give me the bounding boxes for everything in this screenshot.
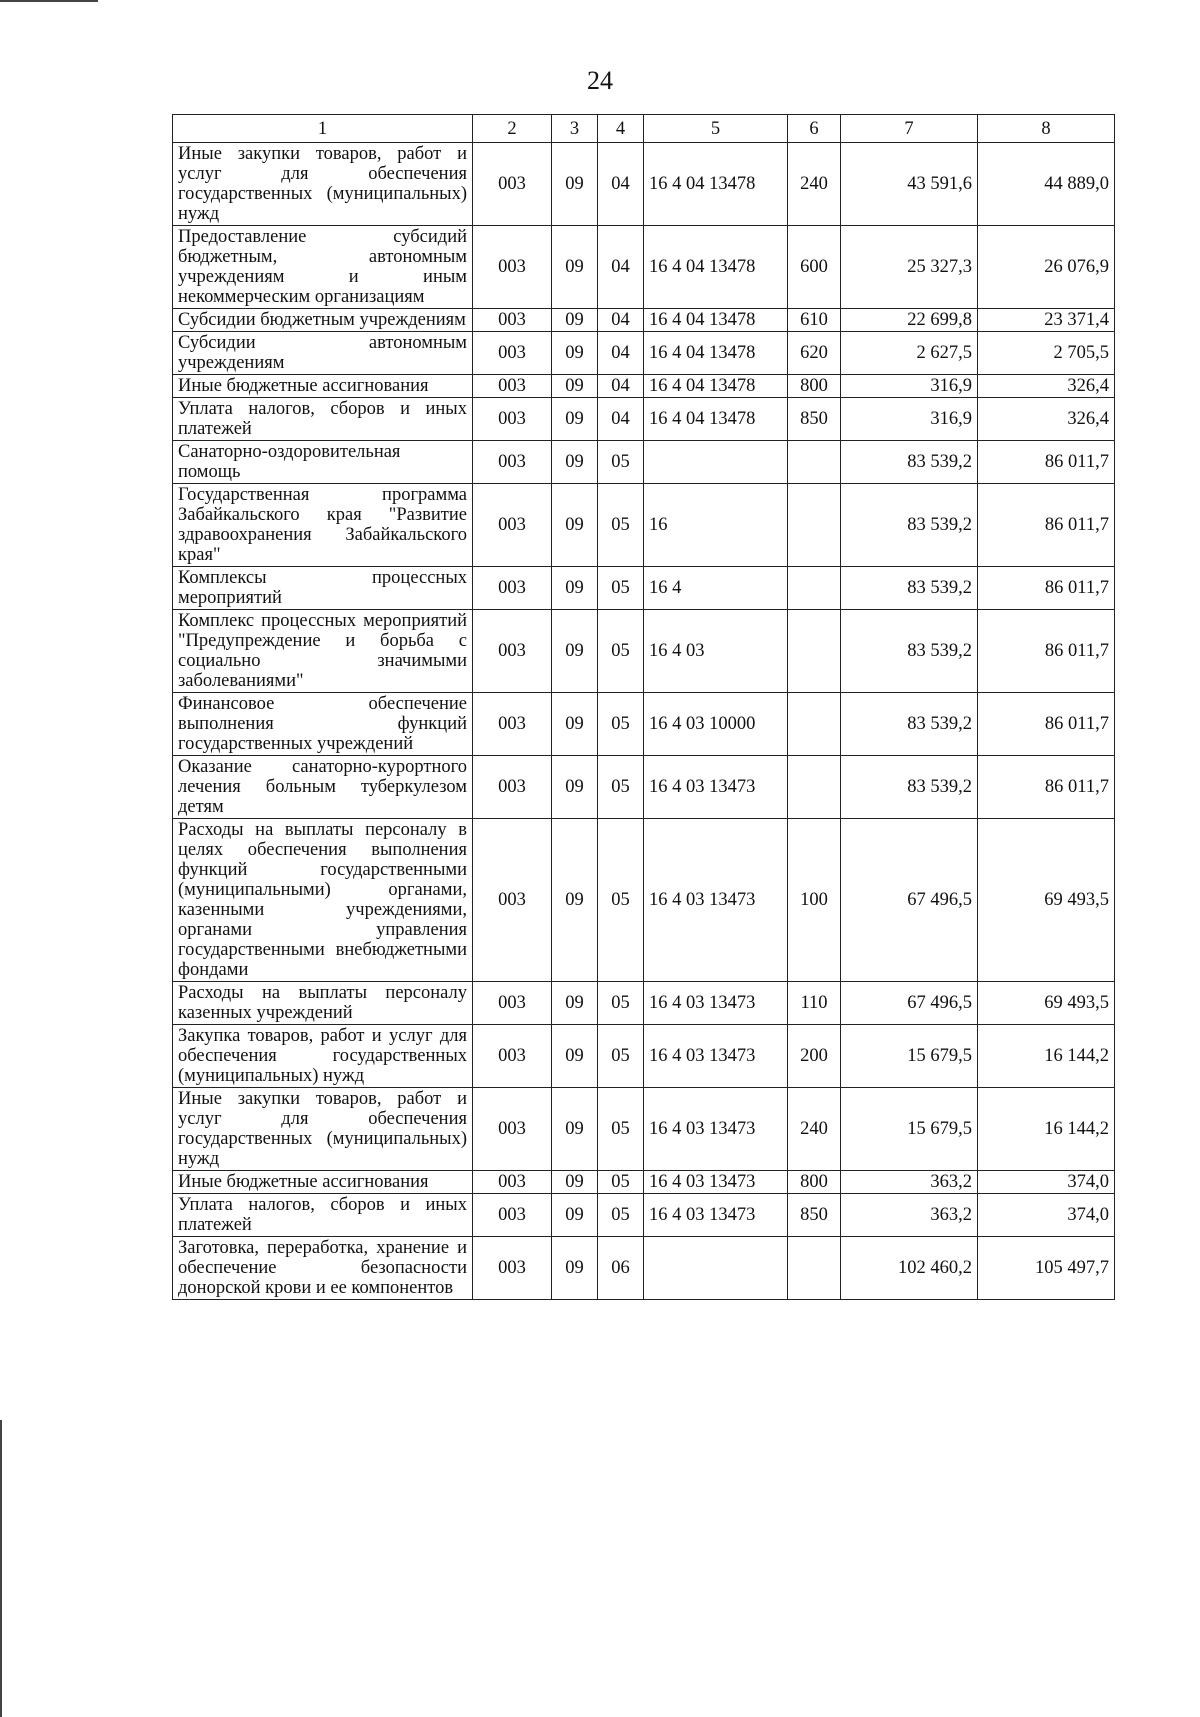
cell-subsection: 04 [598, 398, 644, 441]
cell-amount-year1: 316,9 [841, 375, 978, 398]
cell-target-article: 16 4 04 13478 [644, 398, 788, 441]
cell-section: 09 [552, 1088, 598, 1171]
cell-section: 09 [552, 610, 598, 693]
cell-target-article: 16 4 03 [644, 610, 788, 693]
cell-section: 09 [552, 756, 598, 819]
page-number: 24 [587, 66, 613, 95]
cell-expense-type [788, 756, 841, 819]
cell-ministry-code: 003 [473, 819, 552, 982]
cell-section: 09 [552, 484, 598, 567]
cell-amount-year1: 316,9 [841, 398, 978, 441]
cell-name: Расходы на выплаты персоналу казенных учреждений [173, 982, 473, 1025]
cell-subsection: 04 [598, 332, 644, 375]
table-row [173, 819, 1115, 982]
cell-name: Уплата налогов, сборов и иных платежей [173, 398, 473, 441]
cell-amount-year1: 83 539,2 [841, 484, 978, 567]
header-col-5: 5 [644, 115, 788, 143]
cell-subsection: 04 [598, 375, 644, 398]
cell-subsection: 04 [598, 226, 644, 309]
cell-target-article: 16 4 03 13473 [644, 1025, 788, 1088]
cell-target-article: 16 4 03 10000 [644, 693, 788, 756]
cell-target-article: 16 4 [644, 567, 788, 610]
table-row [173, 441, 1115, 484]
cell-subsection: 05 [598, 610, 644, 693]
scan-edge-top [0, 0, 98, 2]
cell-subsection: 05 [598, 441, 644, 484]
cell-name: Иные закупки товаров, работ и услуг для обеспечения государственных (муниципальных) нужд [173, 143, 473, 226]
cell-section: 09 [552, 1171, 598, 1194]
cell-amount-year2: 86 011,7 [978, 693, 1115, 756]
cell-amount-year2: 86 011,7 [978, 441, 1115, 484]
cell-expense-type: 200 [788, 1025, 841, 1088]
cell-amount-year2: 105 497,7 [978, 1237, 1115, 1300]
cell-ministry-code: 003 [473, 567, 552, 610]
cell-target-article [644, 1237, 788, 1300]
cell-section: 09 [552, 375, 598, 398]
header-row [173, 115, 1115, 143]
cell-amount-year1: 43 591,6 [841, 143, 978, 226]
cell-ministry-code: 003 [473, 143, 552, 226]
cell-target-article: 16 4 03 13473 [644, 819, 788, 982]
cell-ministry-code: 003 [473, 441, 552, 484]
header-col-1: 1 [173, 115, 473, 143]
cell-amount-year2: 86 011,7 [978, 756, 1115, 819]
cell-name: Закупка товаров, работ и услуг для обеспечения государственных (муниципальных) нужд [173, 1025, 473, 1088]
table-row [173, 484, 1115, 567]
cell-amount-year2: 326,4 [978, 398, 1115, 441]
cell-expense-type: 620 [788, 332, 841, 375]
table-row [173, 1025, 1115, 1088]
cell-amount-year2: 326,4 [978, 375, 1115, 398]
cell-section: 09 [552, 332, 598, 375]
cell-section: 09 [552, 1194, 598, 1237]
cell-ministry-code: 003 [473, 756, 552, 819]
cell-target-article: 16 4 04 13478 [644, 375, 788, 398]
cell-amount-year2: 86 011,7 [978, 567, 1115, 610]
cell-expense-type [788, 693, 841, 756]
cell-section: 09 [552, 1237, 598, 1300]
table-row [173, 1171, 1115, 1194]
cell-ministry-code: 003 [473, 1088, 552, 1171]
cell-name: Иные закупки товаров, работ и услуг для обеспечения государственных (муниципальных) нужд [173, 1088, 473, 1171]
cell-name: Субсидии автономным учреждениям [173, 332, 473, 375]
cell-expense-type [788, 441, 841, 484]
header-col-4: 4 [598, 115, 644, 143]
budget-table [172, 114, 1115, 1300]
cell-target-article: 16 4 03 13473 [644, 1194, 788, 1237]
cell-target-article [644, 441, 788, 484]
table-row [173, 610, 1115, 693]
header-col-6: 6 [788, 115, 841, 143]
cell-ministry-code: 003 [473, 1025, 552, 1088]
cell-amount-year1: 363,2 [841, 1194, 978, 1237]
cell-subsection: 05 [598, 567, 644, 610]
cell-ministry-code: 003 [473, 693, 552, 756]
cell-amount-year1: 83 539,2 [841, 693, 978, 756]
cell-subsection: 04 [598, 309, 644, 332]
cell-target-article: 16 4 04 13478 [644, 143, 788, 226]
cell-name: Государственная программа Забайкальского края "Развитие здравоохранения Забайкальского края" [173, 484, 473, 567]
cell-amount-year2: 16 144,2 [978, 1088, 1115, 1171]
cell-expense-type: 100 [788, 819, 841, 982]
cell-name: Иные бюджетные ассигнования [173, 1171, 473, 1194]
cell-expense-type: 240 [788, 143, 841, 226]
cell-amount-year2: 374,0 [978, 1171, 1115, 1194]
cell-amount-year2: 16 144,2 [978, 1025, 1115, 1088]
cell-name: Финансовое обеспечение выполнения функций государственных учреждений [173, 693, 473, 756]
cell-expense-type: 610 [788, 309, 841, 332]
table-row [173, 375, 1115, 398]
cell-amount-year1: 67 496,5 [841, 819, 978, 982]
cell-expense-type [788, 1237, 841, 1300]
table-row [173, 1088, 1115, 1171]
cell-section: 09 [552, 819, 598, 982]
cell-ministry-code: 003 [473, 309, 552, 332]
cell-subsection: 04 [598, 143, 644, 226]
cell-section: 09 [552, 1025, 598, 1088]
cell-expense-type [788, 567, 841, 610]
cell-amount-year2: 23 371,4 [978, 309, 1115, 332]
cell-ministry-code: 003 [473, 398, 552, 441]
cell-expense-type: 850 [788, 1194, 841, 1237]
table-row [173, 756, 1115, 819]
cell-amount-year1: 83 539,2 [841, 610, 978, 693]
table-row [173, 398, 1115, 441]
cell-subsection: 05 [598, 982, 644, 1025]
cell-amount-year2: 374,0 [978, 1194, 1115, 1237]
table-row [173, 309, 1115, 332]
cell-section: 09 [552, 309, 598, 332]
cell-subsection: 05 [598, 1025, 644, 1088]
table-row [173, 1237, 1115, 1300]
cell-amount-year1: 25 327,3 [841, 226, 978, 309]
cell-amount-year1: 15 679,5 [841, 1025, 978, 1088]
cell-subsection: 05 [598, 1171, 644, 1194]
cell-name: Санаторно-оздоровительная помощь [173, 441, 473, 484]
cell-expense-type [788, 484, 841, 567]
cell-ministry-code: 003 [473, 982, 552, 1025]
cell-name: Субсидии бюджетным учреждениям [173, 309, 473, 332]
cell-amount-year2: 69 493,5 [978, 819, 1115, 982]
cell-target-article: 16 4 04 13478 [644, 226, 788, 309]
cell-subsection: 05 [598, 484, 644, 567]
cell-name: Расходы на выплаты персоналу в целях обеспечения выполнения функций государственными (муниципальными) органами, казенными учреждениями, органами управления государственными внебюджетными фондами [173, 819, 473, 982]
cell-amount-year1: 363,2 [841, 1171, 978, 1194]
cell-expense-type: 850 [788, 398, 841, 441]
cell-amount-year2: 69 493,5 [978, 982, 1115, 1025]
cell-amount-year1: 83 539,2 [841, 567, 978, 610]
cell-subsection: 05 [598, 756, 644, 819]
cell-name: Комплексы процессных мероприятий [173, 567, 473, 610]
cell-ministry-code: 003 [473, 1237, 552, 1300]
cell-target-article: 16 4 03 13473 [644, 1171, 788, 1194]
table-row [173, 1194, 1115, 1237]
header-col-8: 8 [978, 115, 1115, 143]
cell-section: 09 [552, 441, 598, 484]
cell-target-article: 16 4 03 13473 [644, 756, 788, 819]
cell-ministry-code: 003 [473, 1194, 552, 1237]
cell-expense-type [788, 610, 841, 693]
cell-amount-year2: 2 705,5 [978, 332, 1115, 375]
cell-amount-year1: 2 627,5 [841, 332, 978, 375]
cell-amount-year2: 44 889,0 [978, 143, 1115, 226]
cell-ministry-code: 003 [473, 226, 552, 309]
cell-target-article: 16 [644, 484, 788, 567]
cell-subsection: 06 [598, 1237, 644, 1300]
cell-subsection: 05 [598, 819, 644, 982]
cell-expense-type: 800 [788, 375, 841, 398]
cell-subsection: 05 [598, 693, 644, 756]
cell-amount-year1: 83 539,2 [841, 441, 978, 484]
cell-expense-type: 240 [788, 1088, 841, 1171]
cell-section: 09 [552, 693, 598, 756]
cell-target-article: 16 4 04 13478 [644, 309, 788, 332]
scan-edge-left [0, 1420, 2, 1717]
cell-amount-year1: 67 496,5 [841, 982, 978, 1025]
table-row [173, 226, 1115, 309]
cell-ministry-code: 003 [473, 610, 552, 693]
cell-name: Комплекс процессных мероприятий "Предупреждение и борьба с социально значимыми заболеваниями" [173, 610, 473, 693]
table-row [173, 332, 1115, 375]
cell-amount-year2: 86 011,7 [978, 484, 1115, 567]
cell-amount-year1: 83 539,2 [841, 756, 978, 819]
header-col-3: 3 [552, 115, 598, 143]
cell-amount-year1: 102 460,2 [841, 1237, 978, 1300]
cell-amount-year2: 26 076,9 [978, 226, 1115, 309]
cell-name: Предоставление субсидий бюджетным, автономным учреждениям и иным некоммерческим организациям [173, 226, 473, 309]
table-row [173, 982, 1115, 1025]
cell-target-article: 16 4 03 13473 [644, 982, 788, 1025]
cell-name: Оказание санаторно-курортного лечения больным туберкулезом детям [173, 756, 473, 819]
cell-expense-type: 110 [788, 982, 841, 1025]
cell-ministry-code: 003 [473, 332, 552, 375]
cell-target-article: 16 4 04 13478 [644, 332, 788, 375]
cell-section: 09 [552, 982, 598, 1025]
cell-amount-year1: 15 679,5 [841, 1088, 978, 1171]
cell-name: Иные бюджетные ассигнования [173, 375, 473, 398]
cell-subsection: 05 [598, 1088, 644, 1171]
cell-ministry-code: 003 [473, 484, 552, 567]
cell-subsection: 05 [598, 1194, 644, 1237]
cell-section: 09 [552, 398, 598, 441]
header-col-7: 7 [841, 115, 978, 143]
cell-expense-type: 800 [788, 1171, 841, 1194]
cell-ministry-code: 003 [473, 375, 552, 398]
cell-target-article: 16 4 03 13473 [644, 1088, 788, 1171]
table-row [173, 693, 1115, 756]
cell-ministry-code: 003 [473, 1171, 552, 1194]
cell-expense-type: 600 [788, 226, 841, 309]
cell-name: Уплата налогов, сборов и иных платежей [173, 1194, 473, 1237]
table-row [173, 143, 1115, 226]
cell-section: 09 [552, 226, 598, 309]
cell-amount-year1: 22 699,8 [841, 309, 978, 332]
table-row [173, 567, 1115, 610]
cell-section: 09 [552, 143, 598, 226]
cell-amount-year2: 86 011,7 [978, 610, 1115, 693]
table-body [173, 143, 1115, 1300]
header-col-2: 2 [473, 115, 552, 143]
cell-name: Заготовка, переработка, хранение и обеспечение безопасности донорской крови и ее компонентов [173, 1237, 473, 1300]
cell-section: 09 [552, 567, 598, 610]
